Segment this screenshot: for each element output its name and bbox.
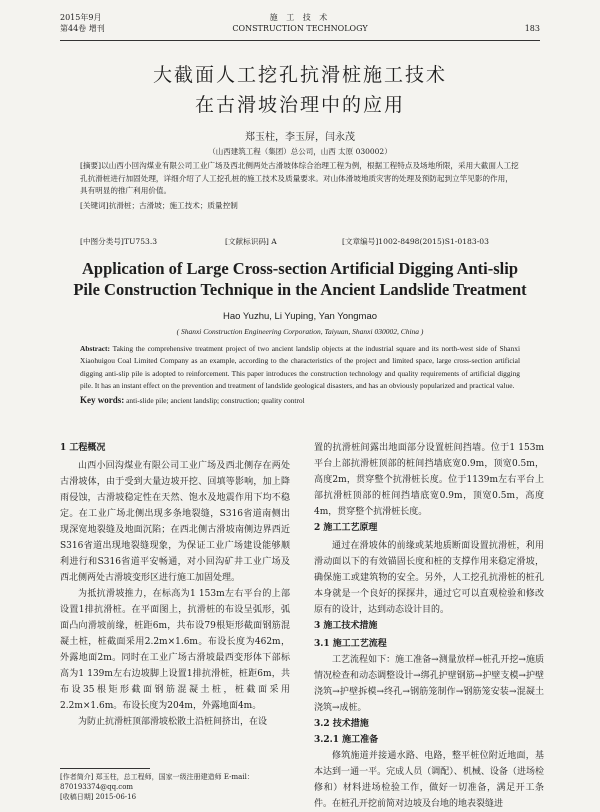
header-date: 2015年9月: [60, 13, 102, 22]
header-rule: [60, 40, 540, 41]
title-chinese: [0, 60, 600, 120]
title-cn-line1: 大截面人工挖孔抗滑桩施工技术: [152, 64, 447, 86]
abstract-cn-text: [摘要]以山西小回沟煤业有限公司工业广场及西北侧两处古滑坡体综合治理工程为例，根据工程特点及场地所限，采用大截面人工挖孔抗滑桩进行加固处理，详细介绍了人工挖孔桩的施工技术及质量要求。对山体滑坡地质灾害的处理及预防起到立竿见影的作用，具有明显的推广利用价值。: [80, 161, 519, 195]
keywords-en-label: Key words:: [80, 395, 125, 406]
abstract-chinese: [80, 160, 520, 212]
body-paragraph: 修筑施道并接通水路、电路，整平桩位附近地面，基本达到一通一平。完成人员（调配）、机械、设备（进场检修和）材料进场检验工作，做好一切准备，满足开工条件。在桩孔开挖前简对边坡及台地的地表裂缝进: [314, 751, 544, 809]
header-journal: [60, 12, 540, 34]
footnote-author: [作者简介] 郑玉柱，总工程师，国家一级注册建造师 E-mail：: [60, 773, 254, 781]
abstract-english: [80, 343, 520, 407]
footnote: [60, 772, 290, 802]
title-en-line2: Pile Construction Technique in the Ancient Landslide Treatment: [73, 280, 527, 299]
section-heading: 2 施工工艺原理: [314, 523, 378, 533]
subsection-heading: 3.2.1 施工准备: [314, 735, 379, 745]
abstract-en-label: Abstract:: [80, 344, 110, 353]
abstract-en-paragraph: [80, 343, 520, 392]
document-code: [文献标识码] A: [225, 237, 277, 246]
clc-number: [中图分类号]TU753.3: [80, 237, 158, 246]
keywords-cn: [关键词]抗滑桩；古滑坡；施工技术；质量控制: [80, 200, 238, 210]
body-paragraph: 为抵抗滑坡推力，在标高为1 153m左右平台的上部设置1排抗滑桩。在平面图上，抗滑桩的布设呈弧形，弧面凸向滑坡前缘，桩距6m，共布设79根矩形截面钢筋混凝土桩，桩截面采用2.2m×1.6m。布设长度为462m，外露地面2m。同时在工业广场古滑坡最西变形体下部标高为1 139m左右边坡脚上设置1排抗滑桩，桩距6m，共布设35根矩形截面钢筋混凝土桩，桩截面采用2.2m×1.6m。布设长度为204m，外露地面4m。: [60, 589, 290, 711]
header-journal-cn: 施 工 技 术: [269, 13, 331, 22]
title-cn-line2: 在古滑坡治理中的应用: [194, 94, 405, 116]
keywords-en-text: anti-slide pile; ancient landslip; construction; quality control: [126, 396, 305, 406]
header-journal-en: CONSTRUCTION TECHNOLOGY: [232, 24, 368, 33]
authors-english: Hao Yuzhu, Li Yuping, Yan Yongmao: [222, 311, 378, 322]
footnote-received: [收稿日期] 2015-06-16: [60, 793, 137, 801]
header-volume: 第44卷 增刊: [60, 24, 105, 33]
affiliation-english: ( Shanxi Construction Engineering Corporation, Taiyuan, Shanxi 030002, China ): [176, 327, 424, 336]
footnote-email: 870193374@qq.com: [60, 783, 134, 791]
title-english: [40, 258, 560, 300]
section-heading: 1 工程概况: [60, 443, 106, 453]
section-heading: 3 施工技术措施: [314, 621, 378, 631]
authors-chinese: 郑玉柱，李玉屏，闫永茂: [245, 132, 355, 143]
footnote-rule: [60, 768, 150, 769]
body-paragraph: 为防止抗滑桩顶部滑坡松散土沿桩间挤出，在设: [78, 717, 268, 727]
body-paragraph: 山西小回沟煤业有限公司工业广场及西北侧存在两处古滑坡体，由于受到大量边坡开挖、回填等影响，加上降雨侵蚀，古滑坡稳定性在天然、饱水及地震作用下均不稳定。在工业广场北侧出现多条地裂缝，S316省道南侧出现深宽地裂缝及地面沉陷；在西北侧古滑坡南侧边界西近S316省道出现地裂缝现象，为保证工业广场建设能够顺利进行和S316省道平安畅通，对小回沟矿井工业广场及西北侧两处古滑坡变形区进行施工加固处理。: [60, 461, 290, 583]
affiliation-chinese: （山西建筑工程（集团）总公司，山西 太原 030002）: [208, 147, 392, 156]
article-number: [文章编号]1002-8498(2015)S1-0183-03: [342, 237, 489, 246]
running-header: [60, 6, 540, 40]
body-paragraph: 置的抗滑桩间露出地面部分设置桩间挡墙。位于1 153m平台上部抗滑桩顶部的桩间挡墙底宽0.9m，顶宽0.5m，高度2m，贯穿整个抗滑桩长度。位于1139m左右平台上部抗滑桩顶部的桩间挡墙底宽0.9m，顶宽0.5m，高度4m，贯穿整个抗滑桩长度。: [314, 443, 544, 517]
body-right-column: [314, 440, 544, 812]
keywords-en-paragraph: [80, 394, 520, 407]
body-left-column: [60, 440, 290, 730]
page-number: 183: [524, 24, 540, 33]
body-paragraph: 工艺流程如下：施工准备→测量放样→桩孔开挖→施质情况检查和动态调整设计→绑孔护壁钢筋→护壁支模→护壁浇筑→护壁拆模→终孔→钢筋笼制作→钢筋笼安装→混凝土浇筑→成桩。: [314, 655, 544, 713]
subsection-heading: 3.2 技术措施: [314, 719, 369, 729]
title-en-line1: Application of Large Cross-section Artificial Digging Anti-slip: [81, 259, 519, 278]
abstract-en-text: Taking the comprehensive treatment project of two ancient landslip objects at the industrial square and its north-west side of Shanxi Xiaohuigou Coal Limited Company as an example, according to the characteristics of the project and limited space, large cross-section artificial digging anti-slip pile is adopted to reinforcement. This paper introduces the construction technology and quality requirements of artificial digging pile. It has an instant effect on the prevention and treatment of landslide geological disasters, and has an obviously popularized and practical value.: [80, 344, 521, 390]
body-paragraph: 通过在滑坡体的前缘或某地质断面设置抗滑桩，利用滑动面以下的有效锚固长度和桩的支撑作用来稳定滑坡，确保施工或建筑物的安全。另外，人工挖孔抗滑桩的桩孔本身就是一个良好的探探井，通过它可以直观检验和修改原有的设计，达到动态设计目的。: [314, 541, 544, 615]
subsection-heading: 3.1 施工工艺流程: [314, 639, 387, 649]
